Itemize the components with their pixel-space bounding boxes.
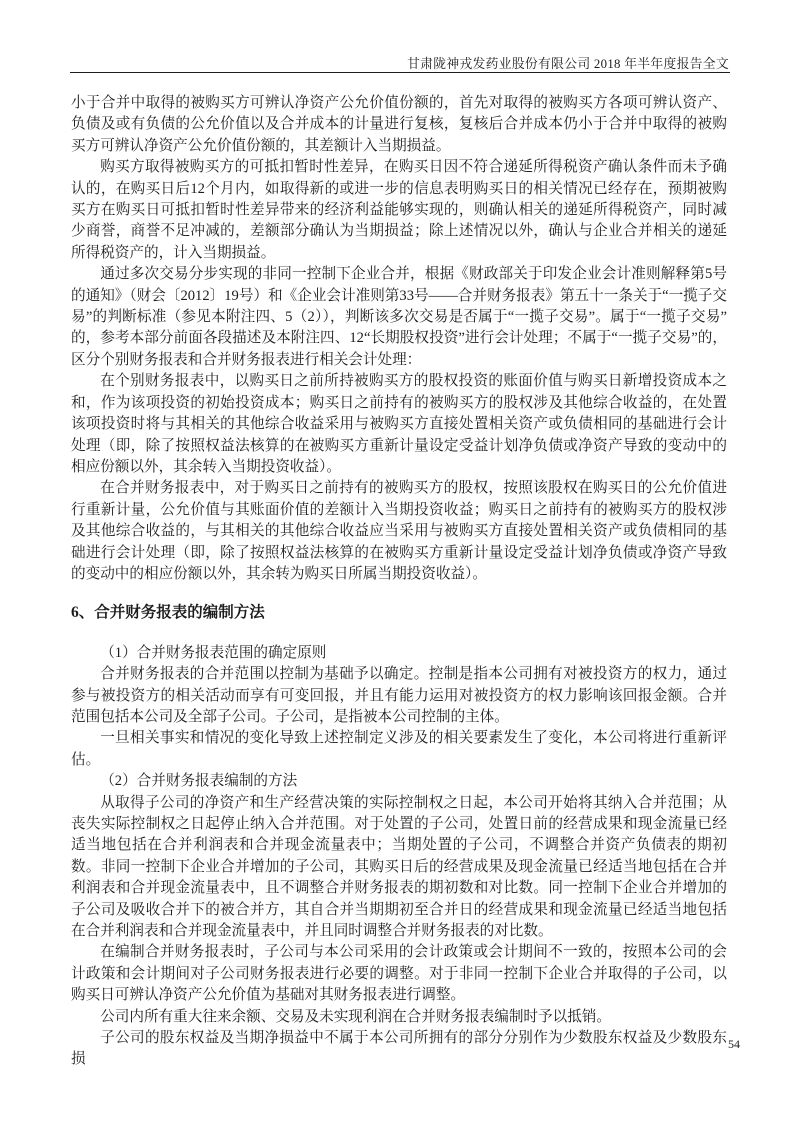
paragraph: 在合并财务报表中，对于购买日之前持有的被购买方的股权，按照该股权在购买日的公允价值进行重新计量，公允价值与其账面价值的差额计入当期投资收益；购买日之前持有的被购买方的股权涉及其他综合收益的，与其相关的其他综合收益应当采用与被购买方直接处置相关资产或负债相同的基础进行会计处理（即，除了按照权益法核算的在被购买方重新计量设定受益计划净负债或净资产导致的变动中的相应份额以外，其余转为购买日所属当期投资收益）。 <box>71 480 727 582</box>
subsection-title: （2）合并财务报表编制的方法 <box>100 773 298 790</box>
page-footer <box>728 1037 740 1051</box>
paragraph: 小于合并中取得的被购买方可辨认净资产公允价值份额的，首先对取得的被购买方各项可辨认资产、负债及或有负债的公允价值以及合并成本的计量进行复核，复核后合并成本仍小于合并中取得的被购买方可辨认净资产公允价值份额的，其差额计入当期损益。 <box>71 95 727 154</box>
paragraph: 从取得子公司的净资产和生产经营决策的实际控制权之日起，本公司开始将其纳入合并范围；从丧失实际控制权之日起停止纳入合并范围。对于处置的子公司，处置日前的经营成果和现金流量已经适当地包括在合并利润表和合并现金流量表中；当期处置的子公司，不调整合并资产负债表的期初数。非同一控制下企业合并增加的子公司，其购买日后的经营成果及现金流量已经适当地包括在合并利润表和合并现金流量表中，且不调整合并财务报表的期初数和对比数。同一控制下企业合并增加的子公司及吸收合并下的被合并方，其自合并当期期初至合并日的经营成果和现金流量已经适当地包括在合并利润表和合并现金流量表中，并且同时调整合并财务报表的对比数。 <box>71 794 727 940</box>
header-divider <box>70 72 730 73</box>
subsection-title: （1）合并财务报表范围的确定原则 <box>100 644 327 661</box>
paragraph: 在编制合并财务报表时，子公司与本公司采用的会计政策或会计期间不一致的，按照本公司的会计政策和会计期间对子公司财务报表进行必要的调整。对于非同一控制下企业合并取得的子公司，以购买日可辨认净资产公允价值为基础对其财务报表进行调整。 <box>71 944 727 1004</box>
paragraph: 合并财务报表的合并范围以控制为基础予以确定。控制是指本公司拥有对被投资方的权力，通过参与被投资方的相关活动而享有可变回报，并且有能力运用对被投资方的权力影响该回报金额。合并范围包括本公司及全部子公司。子公司，是指被本公司控制的主体。 <box>71 666 727 725</box>
paragraph: 在个别财务报表中，以购买日之前所持被购买方的股权投资的账面价值与购买日新增投资成本之和，作为该项投资的初始投资成本；购买日之前持有的被购买方的股权涉及其他综合收益的，在处置该项投资时将与其相关的其他综合收益采用与被购买方直接处置相关资产或负债相同的基础进行会计处理（即，除了按照权益法核算的在被购买方重新计量设定受益计划净负债或净资产导致的变动中的相应份额以外，其余转入当期投资收益）。 <box>71 373 727 475</box>
header-title: 甘肃陇神戎发药业股份有限公司 2018 年半年度报告全文 <box>407 57 729 71</box>
paragraph: 公司内所有重大往来余额、交易及未实现利润在合并财务报表编制时予以抵销。 <box>100 1008 611 1025</box>
paragraph: 购买方取得被购买方的可抵扣暂时性差异，在购买日因不符合递延所得税资产确认条件而未予确认的，在购买日后12个月内，如取得新的或进一步的信息表明购买日的相关情况已经存在，预期被购买方在购买日可抵扣暂时性差异带来的经济利益能够实现的，则确认相关的递延所得税资产，同时减少商誉，商誉不足冲减的，差额部分确认为当期损益；除上述情况以外，确认与企业合并相关的递延所得税资产的，计入当期损益。 <box>71 159 727 261</box>
paragraph: 子公司的股东权益及当期净损益中不属于本公司所拥有的部分分别作为少数股东权益及少数股东损 <box>71 1030 727 1068</box>
page-number: 54 <box>728 1037 740 1051</box>
section-heading: 6、合并财务报表的编制方法 <box>71 604 265 622</box>
document-body <box>71 93 727 1071</box>
page-header <box>71 56 729 72</box>
paragraph: 通过多次交易分步实现的非同一控制下企业合并，根据《财政部关于印发企业会计准则解释第5号的通知》（财会〔2012〕19号）和《企业会计准则第33号——合并财务报表》第五十一条关于“一揽子交易”的判断标准（参见本附注四、5（2）），判断该多次交易是否属于“一揽子交易”。属于“一揽子交易”的，参考本部分前面各段描述及本附注四、12“长期股权投资”进行会计处理；不属于“一揽子交易”的，区分个别财务报表和合并财务报表进行相关会计处理： <box>71 266 727 368</box>
paragraph: 一旦相关事实和情况的变化导致上述控制定义涉及的相关要素发生了变化，本公司将进行重新评估。 <box>71 730 727 768</box>
